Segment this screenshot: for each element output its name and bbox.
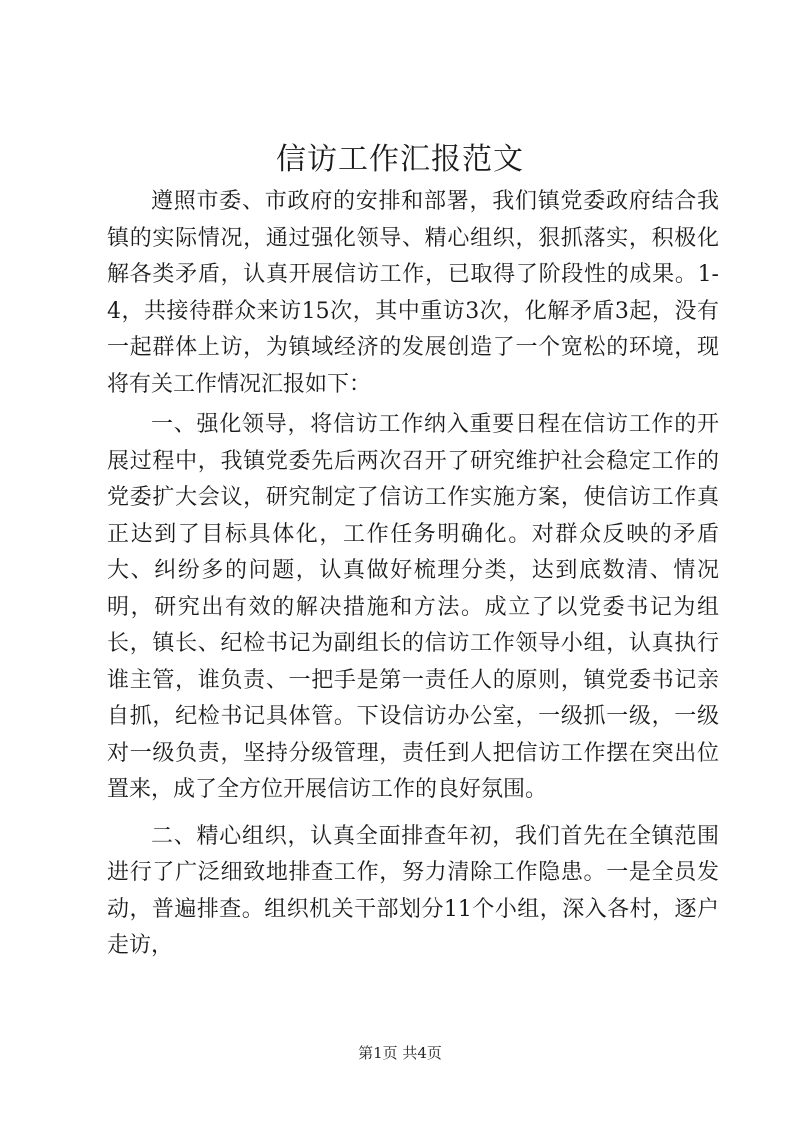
paragraph-intro: 遵照市委、市政府的安排和部署，我们镇党委政府结合我镇的实际情况，通过强化领导、精心组织，狠抓落实，积极化解各类矛盾，认真开展信访工作，已取得了阶段性的成果。1-4，共接待群众来访15次，其中重访3次，化解矛盾3起，没有一起群体上访，为镇域经济的发展创造了一个宽松的环境，现将有关工作情况汇报如下： [107,189,719,397]
page-footer: 第1页 共4页 [358,1044,442,1062]
paragraph-section-1: 一、强化领导，将信访工作纳入重要日程在信访工作的开展过程中，我镇党委先后两次召开了研究维护社会稳定工作的党委扩大会议，研究制定了信访工作实施方案，使信访工作真正达到了目标具体化，工作任务明确化。对群众反映的矛盾大、纠纷多的问题，认真做好梳理分类，达到底数清、情况明，研究出有效的解决措施和方法。成立了以党委书记为组长，镇长、纪检书记为副组长的信访工作领导小组，认真执行谁主管，谁负责、一把手是第一责任人的原则，镇党委书记亲自抓，纪检书记具体管。下设信访办公室，一级抓一级，一级对一级负责，坚持分级管理，责任到人把信访工作摆在突出位置来，成了全方位开展信访工作的良好氛围。 [107,412,719,802]
paragraph-section-2: 二、精心组织，认真全面排查年初，我们首先在全镇范围进行了广泛细致地排查工作，努力清除工作隐患。一是全员发动，普遍排查。组织机关干部划分11个小组，深入各村，逐户走访， [107,823,719,958]
document-title: 信访工作汇报范文 [276,142,524,177]
document-body [107,184,719,965]
